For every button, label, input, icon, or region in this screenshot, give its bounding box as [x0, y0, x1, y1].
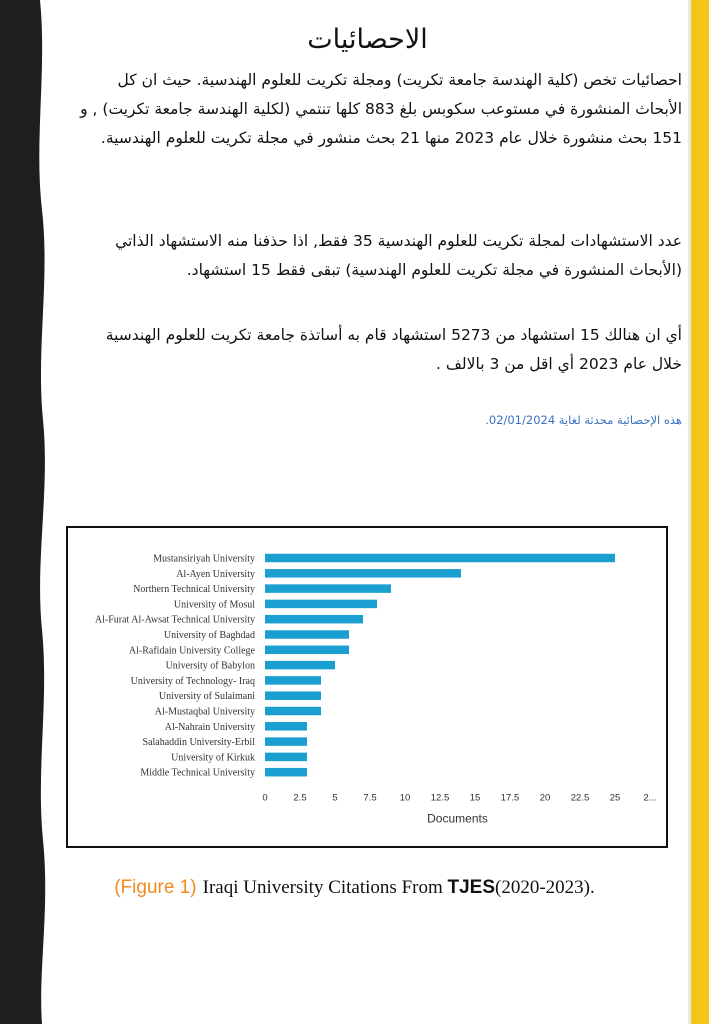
- paragraph-ratio: أي ان هنالك 15 استشهاد من 5273 استشهاد قام به أساتذة جامعة تكريت للعلوم الهندسية خلال عام 2023 أي اقل من 3 بالالف .: [105, 326, 682, 373]
- bar: [265, 707, 321, 716]
- x-tick-label: 17.5: [500, 792, 520, 804]
- bar: [265, 737, 307, 746]
- x-tick-label: 5: [332, 792, 338, 804]
- category-label: Al-Ayen University: [176, 568, 255, 580]
- caption-journal: TJES: [447, 877, 496, 898]
- category-label: Al-Mustaqbal University: [154, 706, 255, 718]
- paragraph-citations: عدد الاستشهادات لمجلة تكريت للعلوم الهندسية 35 فقط, اذا حذفنا منه الاستشهاد الذاتي (الأبحاث المنشورة في مجلة تكريت للعلوم الهندسية) تبقى فقط 15 استشهاد.: [115, 232, 682, 279]
- bar: [265, 584, 391, 593]
- bar: [265, 722, 307, 731]
- update-note: هذه الإحصائية محدثة لغاية 02/01/2024.: [485, 413, 682, 427]
- x-tick-label: 0: [262, 792, 268, 804]
- page-title: الاحصائيات: [307, 24, 428, 55]
- x-tick-label: 2.5: [293, 792, 307, 804]
- category-label: Northern Technical University: [133, 584, 255, 596]
- caption-text-1: Iraqi University Citations From: [202, 877, 448, 898]
- category-label: University of Baghdad: [163, 630, 255, 641]
- decorative-left-band: [0, 0, 48, 1024]
- bar: [265, 569, 461, 578]
- category-label: Al-Furat Al-Awsat Technical University: [94, 614, 255, 626]
- category-label: University of Babylon: [165, 660, 255, 672]
- category-label: Salahaddin University-Erbil: [142, 737, 255, 749]
- x-tick-label: 12.5: [430, 792, 450, 804]
- bar: [265, 768, 307, 777]
- bar: [265, 676, 321, 685]
- category-label: University of Technology- Iraq: [130, 675, 255, 687]
- decorative-right-band: [691, 0, 709, 1024]
- category-label: Al-Nahrain University: [164, 721, 255, 733]
- chart-frame: [66, 526, 668, 848]
- figure-caption: [0, 876, 709, 899]
- category-label: University of Mosul: [173, 599, 255, 611]
- x-tick-label: 7.5: [363, 792, 377, 804]
- category-label: Middle Technical University: [140, 767, 255, 779]
- x-tick-label: 22.5: [570, 792, 590, 804]
- bar: [265, 554, 615, 563]
- x-axis-title: Documents: [427, 811, 488, 826]
- x-tick-label: 20: [539, 792, 551, 804]
- bar: [265, 600, 377, 609]
- category-label: Mustansiriyah University: [153, 553, 255, 565]
- bar: [265, 646, 349, 655]
- category-label: University of Kirkuk: [171, 752, 255, 764]
- bar: [265, 615, 363, 624]
- bar: [265, 661, 335, 670]
- x-tick-label: 2...: [643, 792, 657, 804]
- category-label: University of Sulaimani: [158, 691, 255, 703]
- citations-bar-chart: [68, 528, 666, 846]
- paragraph-overview: احصائيات تخص (كلية الهندسة جامعة تكريت) ومجلة تكريت للعلوم الهندسية. حيث ان كل الأبحاث المنشورة في مستوعب سكوبس بلغ 883 كلها تنتمي (لكلية الهندسة جامعة تكريت) , و 151 بحث منشورة خلال عام 2023 منها 21 بحث منشور في مجلة تكريت للعلوم الهندسية.: [80, 71, 682, 147]
- caption-text-2: (2020-2023).: [495, 877, 595, 898]
- category-label: Al-Rafidain University College: [128, 645, 255, 657]
- bar: [265, 630, 349, 639]
- x-tick-label: 15: [469, 792, 481, 804]
- figure-label: (Figure 1): [114, 877, 197, 898]
- bar: [265, 753, 307, 762]
- bar: [265, 691, 321, 700]
- x-tick-label: 10: [399, 792, 411, 804]
- x-tick-label: 25: [609, 792, 621, 804]
